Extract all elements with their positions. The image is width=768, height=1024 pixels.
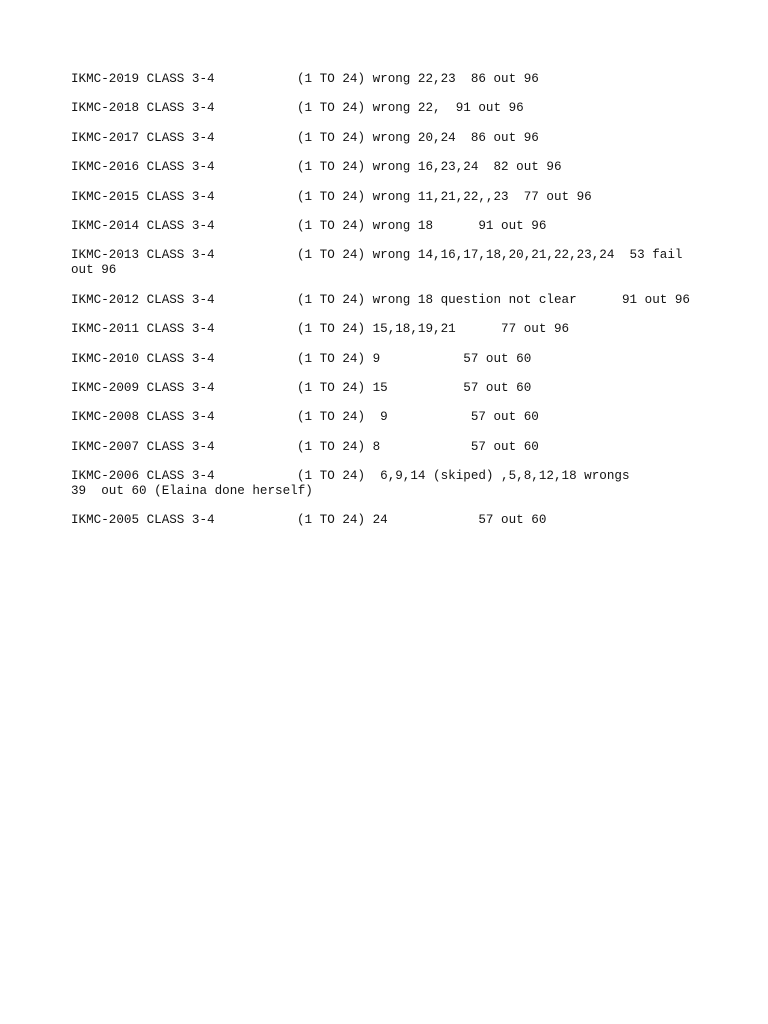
result-entry-2007	[71, 440, 721, 455]
result-entry-2013	[71, 248, 721, 278]
exam-name: IKMC-2006 CLASS 3-4	[71, 469, 215, 484]
exam-result: (1 TO 24) wrong 22, 91 out 96	[297, 101, 524, 116]
exam-name: IKMC-2011 CLASS 3-4	[71, 322, 215, 337]
result-entry-2016	[71, 160, 721, 175]
exam-result: (1 TO 24) wrong 16,23,24 82 out 96	[297, 160, 562, 175]
exam-name: IKMC-2008 CLASS 3-4	[71, 410, 215, 425]
document-body	[71, 72, 721, 543]
exam-result: (1 TO 24) 9 57 out 60	[297, 351, 532, 366]
exam-result: (1 TO 24) wrong 18 91 out 96	[297, 218, 547, 233]
result-entry-2010	[71, 352, 721, 367]
exam-result: (1 TO 24) 15,18,19,21 77 out 96	[297, 322, 570, 337]
result-entry-2009	[71, 381, 721, 396]
result-entry-2019	[71, 72, 721, 87]
exam-result: (1 TO 24) wrong 14,16,17,18,20,21,22,23,24 53 fail	[297, 248, 683, 263]
exam-result: (1 TO 24) 24 57 out 60	[297, 513, 547, 528]
exam-name: IKMC-2009 CLASS 3-4	[71, 380, 215, 395]
exam-result: (1 TO 24) wrong 22,23 86 out 96	[297, 72, 539, 86]
exam-name: IKMC-2013 CLASS 3-4	[71, 248, 215, 263]
exam-result: (1 TO 24) 6,9,14 (skiped) ,5,8,12,18 wrongs	[297, 469, 630, 484]
exam-name: IKMC-2017 CLASS 3-4	[71, 130, 215, 145]
exam-result: (1 TO 24) 9 57 out 60	[297, 410, 539, 425]
entry-line-1	[71, 469, 721, 484]
exam-result: (1 TO 24) wrong 11,21,22,,23 77 out 96	[297, 189, 592, 204]
exam-result-continuation: out 96	[71, 263, 117, 278]
exam-result: (1 TO 24) 8 57 out 60	[297, 439, 539, 454]
result-entry-2017	[71, 131, 721, 146]
result-entry-2012	[71, 293, 721, 308]
exam-result: (1 TO 24) wrong 18 question not clear 91 out 96	[297, 292, 690, 307]
exam-name: IKMC-2007 CLASS 3-4	[71, 439, 215, 454]
exam-name: IKMC-2016 CLASS 3-4	[71, 160, 215, 175]
result-entry-2011	[71, 322, 721, 337]
result-entry-2015	[71, 190, 721, 205]
exam-name: IKMC-2018 CLASS 3-4	[71, 101, 215, 116]
result-entry-2008	[71, 410, 721, 425]
exam-name: IKMC-2014 CLASS 3-4	[71, 218, 215, 233]
result-entry-2005	[71, 513, 721, 528]
exam-name: IKMC-2019 CLASS 3-4	[71, 72, 215, 86]
entry-line-1	[71, 248, 721, 263]
result-entry-2006	[71, 469, 721, 499]
result-entry-2014	[71, 219, 721, 234]
exam-result: (1 TO 24) 15 57 out 60	[297, 380, 532, 395]
exam-name: IKMC-2015 CLASS 3-4	[71, 189, 215, 204]
exam-name: IKMC-2010 CLASS 3-4	[71, 351, 215, 366]
exam-result: (1 TO 24) wrong 20,24 86 out 96	[297, 130, 539, 145]
exam-name: IKMC-2012 CLASS 3-4	[71, 292, 215, 307]
exam-result-continuation: 39 out 60 (Elaina done herself)	[71, 484, 313, 499]
result-entry-2018	[71, 101, 721, 116]
exam-name: IKMC-2005 CLASS 3-4	[71, 513, 215, 528]
